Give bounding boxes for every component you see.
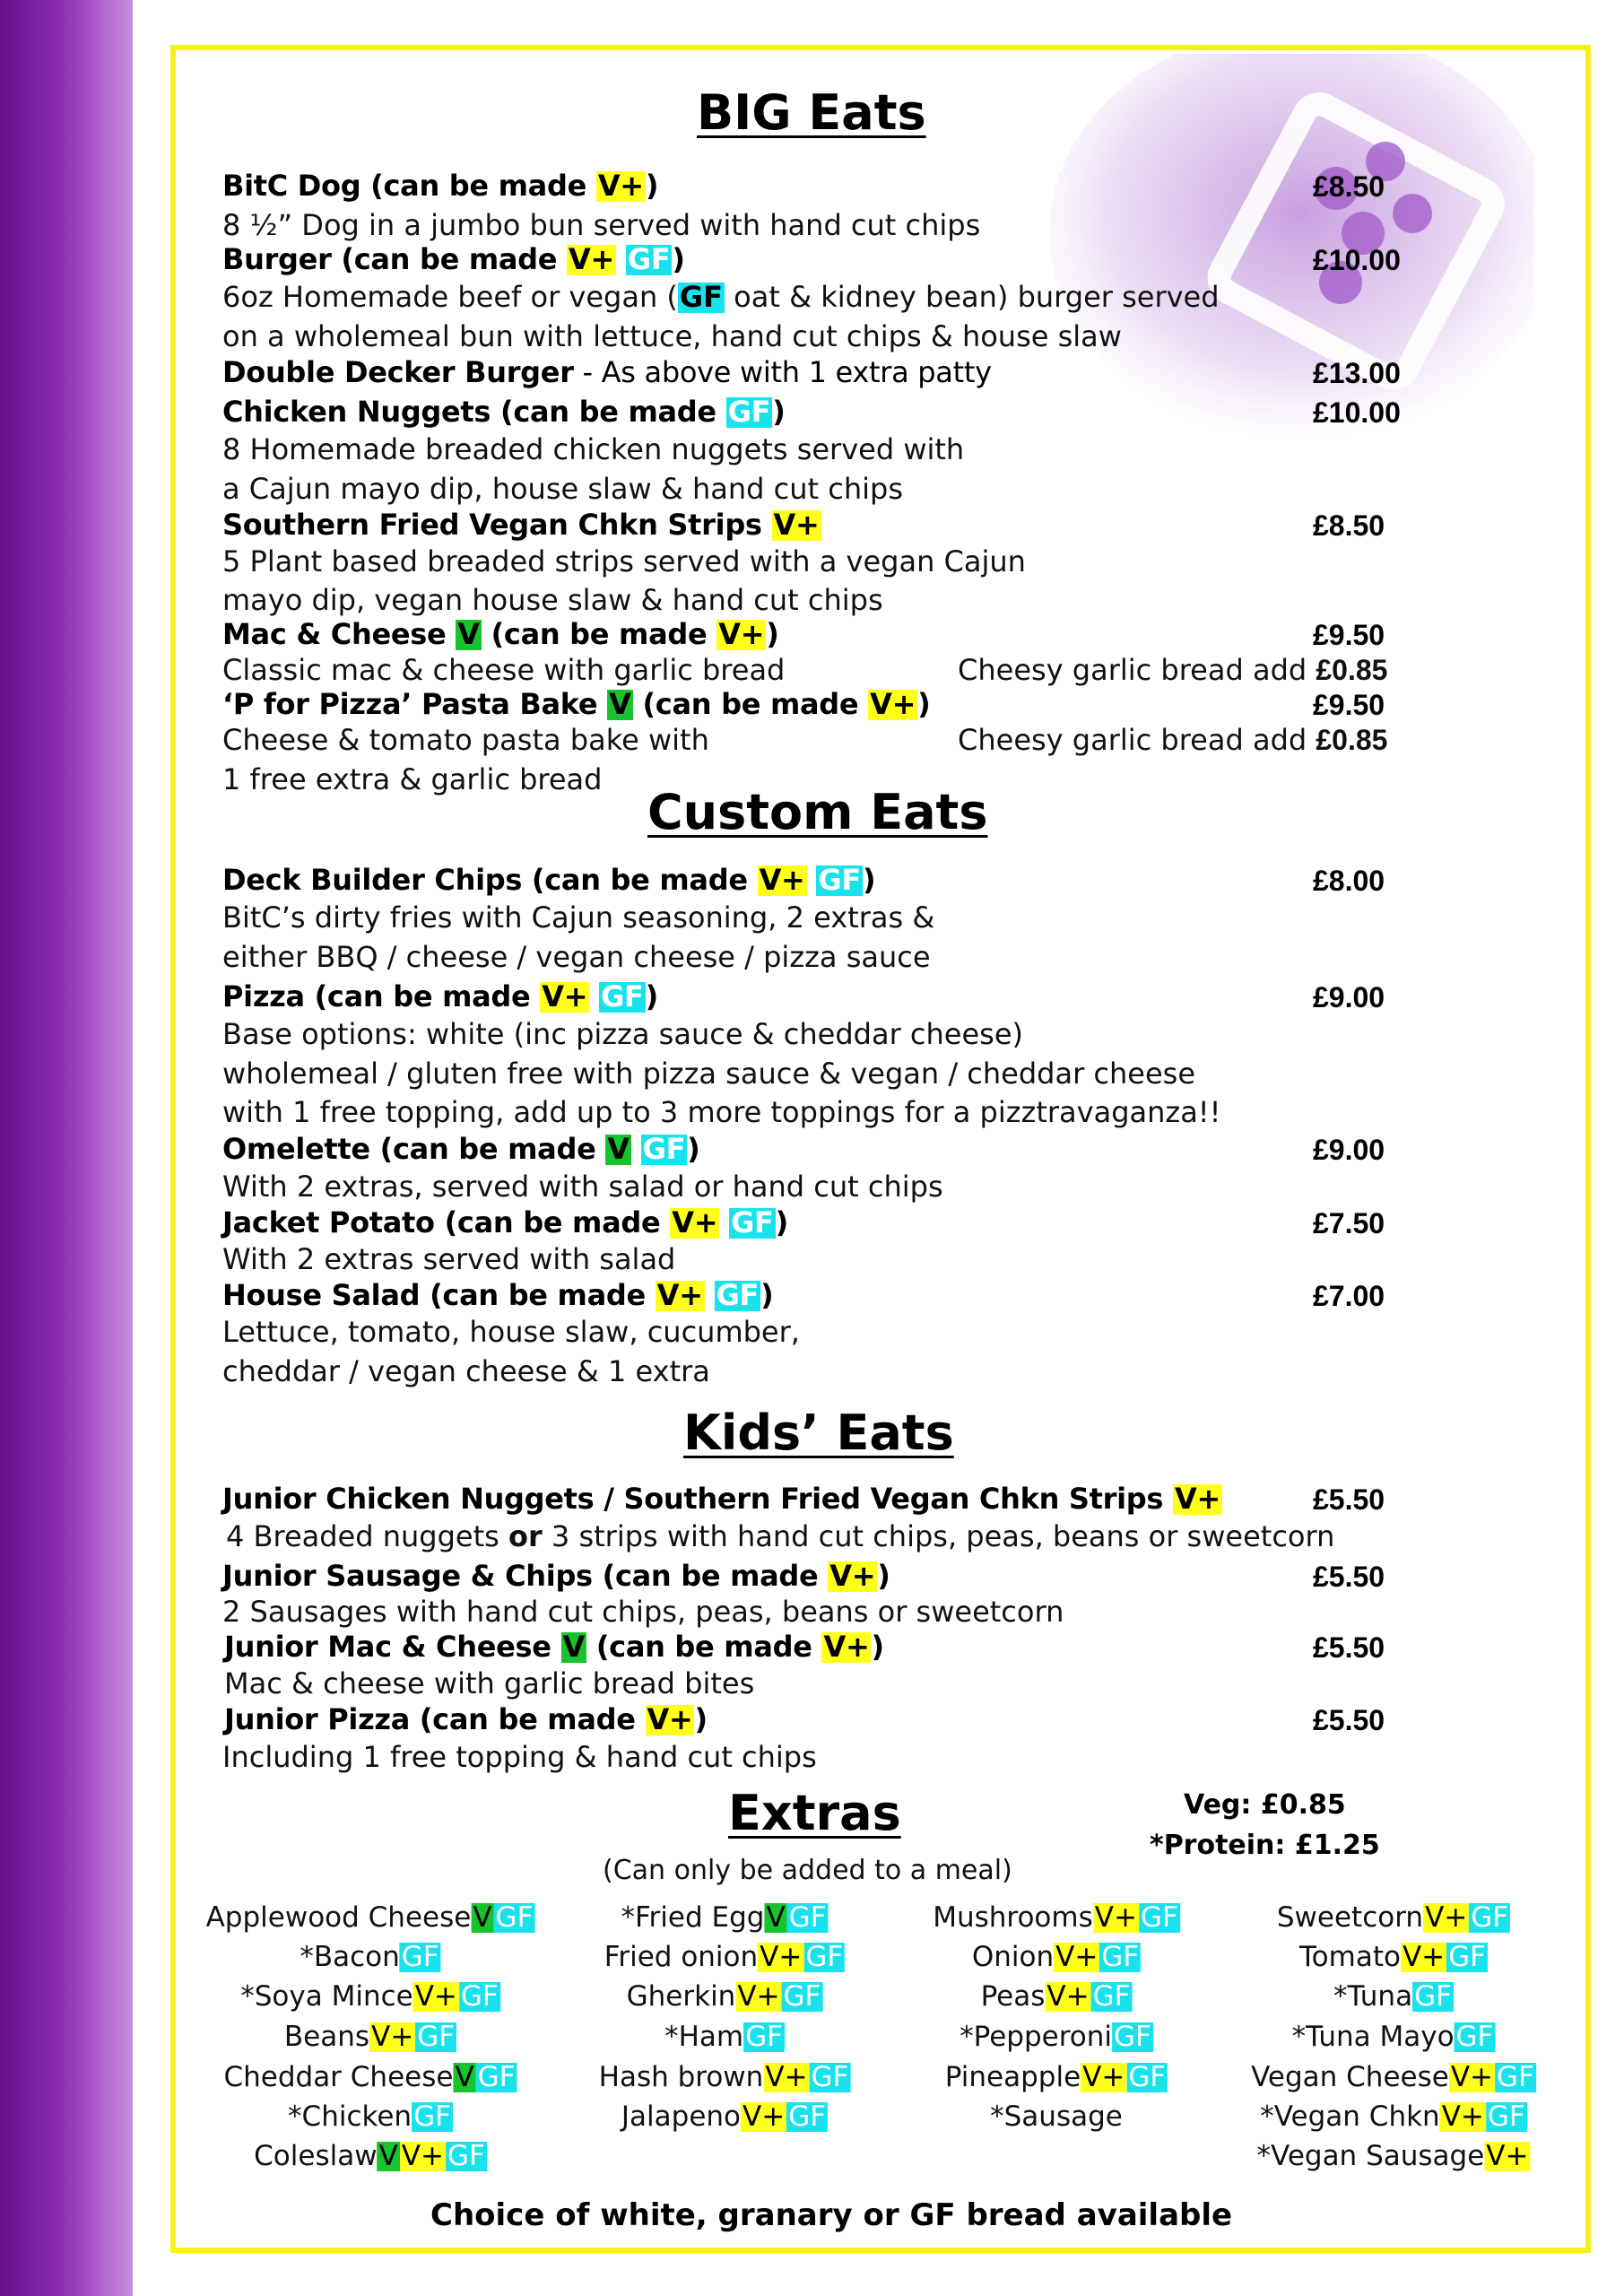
jacket-potato-desc: With 2 extras served with salad — [222, 1242, 676, 1276]
kids-eats-heading: Kids’ Eats — [683, 1405, 954, 1461]
burger-desc-2: on a wholemeal bun with lettuce, hand cut chips & house slaw — [222, 319, 1122, 353]
jacket-potato-price: £7.50 — [1313, 1207, 1385, 1239]
omelette-name: Omelette (can be made V GF) — [222, 1132, 700, 1166]
v-tag: V — [378, 2140, 398, 2172]
pizza-desc-2: wholemeal / gluten free with pizza sauce & vegan / cheddar cheese — [222, 1057, 1195, 1091]
vplus-tag: V+ — [1450, 2061, 1494, 2093]
bitc-dog-desc: 8 ½” Dog in a jumbo bun served with hand cut chips — [222, 208, 981, 242]
house-salad-name: House Salad (can be made V+ GF) — [222, 1278, 774, 1312]
vplus-tag: V+ — [1402, 1941, 1446, 1973]
gf-tag: GF — [1471, 1901, 1509, 1934]
gf-tag: GF — [627, 242, 671, 276]
double-decker-price: £13.00 — [1313, 357, 1401, 389]
vplus-tag: V+ — [1425, 1901, 1468, 1934]
bread-footer: Choice of white, granary or GF bread available — [430, 2197, 1233, 2233]
extra-pepperoni: *PepperoniGF — [960, 2021, 1151, 2053]
omelette-desc: With 2 extras, served with salad or hand cut chips — [222, 1170, 943, 1204]
vplus-tag: V+ — [1175, 1482, 1220, 1516]
vplus-tag: V+ — [1046, 1980, 1090, 2013]
gf-tag: GF — [447, 2140, 485, 2172]
extra-peas: PeasV+ GF — [980, 1980, 1131, 2013]
deck-builder-desc-2: either BBQ / cheese / vegan cheese / pizza sauce — [222, 940, 931, 974]
extra-fried-egg: *Fried EggV GF — [621, 1901, 827, 1934]
gf-tag: GF — [745, 2021, 783, 2053]
mac-cheese-addon: Cheesy garlic bread add £0.85 — [958, 653, 1388, 687]
extra-sweetcorn: SweetcornV+ GF — [1276, 1901, 1509, 1934]
extra-applewood-cheese: Applewood CheeseV GF — [205, 1901, 534, 1934]
vplus-tag: V+ — [542, 979, 588, 1013]
vplus-tag: V+ — [737, 1980, 780, 2013]
house-salad-desc-2: cheddar / vegan cheese & 1 extra — [222, 1354, 710, 1388]
pasta-bake-name: ‘P for Pizza’ Pasta Bake V (can be made V+) — [222, 687, 931, 721]
junior-pizza-price: £5.50 — [1313, 1704, 1385, 1736]
junior-nuggets-desc: 4 Breaded nuggets or 3 strips with hand cut chips, peas, beans or sweetcorn — [226, 1519, 1335, 1553]
mac-cheese-name: Mac & Cheese V (can be made V+) — [222, 617, 779, 651]
gf-tag: GF — [1101, 1941, 1140, 1973]
veg-price: Veg: £0.85 — [1184, 1789, 1346, 1821]
mac-cheese-desc: Classic mac & cheese with garlic bread — [222, 653, 786, 687]
pizza-desc-1: Base options: white (inc pizza sauce & cheddar cheese) — [222, 1017, 1024, 1051]
deck-builder-desc-1: BitC’s dirty fries with Cajun seasoning, 2 extras & — [222, 900, 935, 935]
vplus-tag: V+ — [672, 1205, 718, 1239]
extras-subtitle: (Can only be added to a meal) — [603, 1855, 1012, 1886]
vplus-tag: V+ — [414, 1980, 457, 2013]
purple-side-stripe — [0, 0, 133, 2296]
extra-vegan-cheese: Vegan CheeseV+ GF — [1251, 2061, 1534, 2093]
gf-tag: GF — [1114, 2021, 1151, 2053]
gf-tag: GF — [1448, 1941, 1486, 1973]
v-tag: V — [455, 2061, 474, 2093]
pasta-bake-price: £9.50 — [1313, 689, 1385, 721]
vplus-tag: V+ — [371, 2021, 414, 2053]
mac-cheese-price: £9.50 — [1313, 619, 1385, 651]
extra-onion: OnionV+ GF — [971, 1941, 1140, 1973]
pizza-price: £9.00 — [1313, 981, 1385, 1013]
vplus-tag: V+ — [401, 2140, 444, 2172]
vegan-strips-desc-2: mayo dip, vegan house slaw & hand cut chips — [222, 583, 883, 617]
jacket-potato-name: Jacket Potato (can be made V+ GF) — [222, 1205, 788, 1239]
bitc-dog-name: BitC Dog (can be made V+) — [222, 169, 659, 203]
house-salad-price: £7.00 — [1313, 1280, 1385, 1312]
vplus-tag: V+ — [765, 2061, 808, 2093]
vegan-strips-desc-1: 5 Plant based breaded strips served with a vegan Cajun — [222, 544, 1026, 578]
v-tag: V — [562, 1630, 585, 1664]
gf-tag: GF — [1128, 2061, 1167, 2093]
extra-mushrooms: MushroomsV+ GF — [933, 1901, 1178, 1934]
gf-tag: GF — [1497, 2061, 1534, 2093]
vplus-tag: V+ — [656, 1278, 703, 1312]
pizza-desc-3: with 1 free topping, add up to 3 more toppings for a pizztravaganza!! — [222, 1095, 1221, 1129]
gf-tag: GF — [731, 1205, 774, 1239]
gf-tag: GF — [401, 1941, 439, 1973]
gf-tag: GF — [477, 2061, 516, 2093]
vplus-tag: V+ — [1486, 2140, 1529, 2172]
extra-vegan-chkn: *Vegan ChknV+ GF — [1260, 2100, 1525, 2133]
deck-builder-price: £8.00 — [1313, 865, 1385, 897]
vplus-tag: V+ — [1441, 2100, 1484, 2133]
burger-desc-1: 6oz Homemade beef or vegan (GF oat & kidney bean) burger served — [222, 280, 1220, 314]
extra-ham: *HamGF — [664, 2021, 783, 2053]
vplus-tag: V+ — [1094, 1901, 1137, 1934]
extra-chicken: *ChickenGF — [288, 2100, 451, 2133]
gf-tag: GF — [495, 1901, 534, 1934]
extra-beans: BeansV+ GF — [283, 2021, 456, 2053]
vplus-tag: V+ — [718, 617, 765, 651]
vplus-tag: V+ — [1082, 2061, 1125, 2093]
junior-mac-name: Junior Mac & Cheese V (can be made V+) — [224, 1630, 884, 1664]
vplus-tag: V+ — [569, 242, 615, 276]
gf-tag: GF — [679, 280, 723, 314]
extra-gherkin: GherkinV+ GF — [626, 1980, 821, 2013]
junior-mac-price: £5.50 — [1313, 1631, 1385, 1664]
extra-bacon: *BaconGF — [300, 1941, 439, 1973]
junior-sausage-desc: 2 Sausages with hand cut chips, peas, beans or sweetcorn — [222, 1595, 1064, 1629]
vplus-tag: V+ — [647, 1702, 693, 1736]
vplus-tag: V+ — [743, 2100, 786, 2133]
gf-tag: GF — [727, 395, 771, 429]
gf-tag: GF — [1487, 2100, 1525, 2133]
deck-builder-name: Deck Builder Chips (can be made V+ GF) — [222, 863, 876, 897]
burger-price: £10.00 — [1313, 244, 1401, 276]
double-decker-name: Double Decker Burger - As above with 1 extra patty — [222, 355, 992, 389]
vplus-tag: V+ — [870, 687, 916, 721]
burger-name: Burger (can be made V+ GF) — [222, 242, 685, 276]
gf-tag: GF — [788, 2100, 827, 2133]
big-eats-heading: BIG Eats — [697, 84, 926, 141]
house-salad-desc-1: Lettuce, tomato, house slaw, cucumber, — [222, 1315, 800, 1349]
gf-tag: GF — [460, 1980, 499, 2013]
chicken-nuggets-desc-1: 8 Homemade breaded chicken nuggets served with — [222, 432, 965, 466]
junior-mac-desc: Mac & cheese with garlic bread bites — [224, 1666, 755, 1700]
v-tag: V — [609, 687, 631, 721]
extra-tuna-mayo: *Tuna MayoGF — [1291, 2021, 1494, 2053]
extras-heading: Extras — [728, 1785, 901, 1841]
pizza-name: Pizza (can be made V+ GF) — [222, 979, 658, 1013]
vegan-strips-name: Southern Fried Vegan Chkn Strips V+ — [222, 508, 820, 542]
extra-hash-brown: Hash brownV+ GF — [598, 2061, 849, 2093]
junior-nuggets-name: Junior Chicken Nuggets / Southern Fried Vegan Chkn Strips V+ — [222, 1482, 1220, 1516]
gf-tag: GF — [601, 979, 644, 1013]
chicken-nuggets-price: £10.00 — [1313, 396, 1401, 429]
gf-tag: GF — [1455, 2021, 1494, 2053]
pasta-bake-desc-1: Cheese & tomato pasta bake with — [222, 723, 709, 757]
vplus-tag: V+ — [597, 169, 644, 203]
extra-tuna: *TunaGF — [1333, 1980, 1452, 2013]
gf-tag: GF — [1414, 1980, 1452, 2013]
gf-tag: GF — [716, 1278, 760, 1312]
extra-tomato: TomatoV+ GF — [1299, 1941, 1486, 1973]
extra-pineapple: PineappleV+ GF — [944, 2061, 1167, 2093]
extra-coleslaw: ColeslawV V+ GF — [254, 2140, 485, 2172]
gf-tag: GF — [805, 1941, 844, 1973]
junior-sausage-name: Junior Sausage & Chips (can be made V+) — [222, 1559, 890, 1593]
gf-tag: GF — [1092, 1980, 1131, 2013]
junior-sausage-price: £5.50 — [1313, 1561, 1385, 1593]
gf-tag: GF — [417, 2021, 456, 2053]
pasta-bake-desc-2: 1 free extra & garlic bread — [222, 762, 603, 796]
extra-cheddar-cheese: Cheddar CheeseV GF — [223, 2061, 516, 2093]
gf-tag: GF — [642, 1132, 686, 1166]
junior-pizza-name: Junior Pizza (can be made V+) — [224, 1702, 708, 1736]
v-tag: V — [473, 1901, 492, 1934]
vplus-tag: V+ — [760, 1941, 803, 1973]
custom-eats-heading: Custom Eats — [647, 784, 988, 840]
junior-nuggets-price: £5.50 — [1313, 1483, 1385, 1516]
chicken-nuggets-desc-2: a Cajun mayo dip, house slaw & hand cut chips — [222, 472, 903, 506]
v-tag: V — [457, 617, 480, 651]
gf-tag: GF — [783, 1980, 821, 2013]
extra-jalapeno: JalapenoV+ GF — [621, 2100, 827, 2133]
gf-tag: GF — [1140, 1901, 1178, 1934]
extra-vegan-sausage: *Vegan SausageV+ — [1256, 2140, 1529, 2172]
protein-price: *Protein: £1.25 — [1150, 1830, 1380, 1861]
vplus-tag: V+ — [829, 1559, 876, 1593]
chicken-nuggets-name: Chicken Nuggets (can be made GF) — [222, 395, 786, 429]
gf-tag: GF — [811, 2061, 849, 2093]
v-tag: V — [607, 1132, 630, 1166]
pasta-bake-addon: Cheesy garlic bread add £0.85 — [958, 723, 1388, 757]
omelette-price: £9.00 — [1313, 1134, 1385, 1166]
gf-tag: GF — [413, 2100, 451, 2133]
extra-soya-mince: *Soya MinceV+ GF — [240, 1980, 499, 2013]
extra-sausage: *Sausage — [990, 2100, 1123, 2133]
vegan-strips-price: £8.50 — [1313, 509, 1385, 542]
vplus-tag: V+ — [1055, 1941, 1099, 1973]
extra-fried-onion: Fried onionV+ GF — [604, 1941, 844, 1973]
v-tag: V — [766, 1901, 786, 1934]
vplus-tag: V+ — [759, 863, 805, 897]
vplus-tag: V+ — [773, 508, 820, 542]
dice-logo-icon — [1031, 54, 1533, 466]
gf-tag: GF — [788, 1901, 827, 1934]
junior-pizza-desc: Including 1 free topping & hand cut chips — [222, 1740, 817, 1774]
vplus-tag: V+ — [823, 1630, 870, 1664]
gf-tag: GF — [818, 863, 861, 897]
bitc-dog-price: £8.50 — [1313, 170, 1385, 203]
